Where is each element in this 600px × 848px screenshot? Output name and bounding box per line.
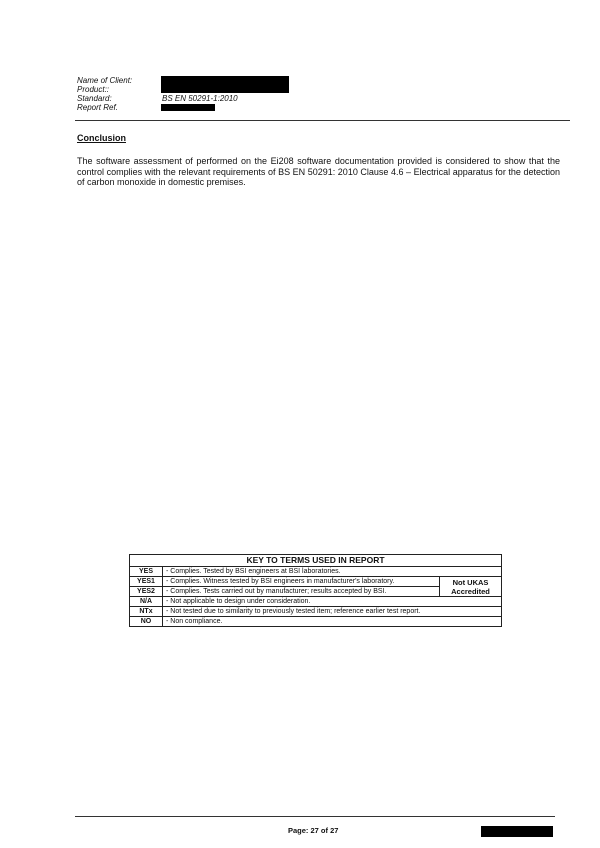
header-label-client: Name of Client:: [77, 76, 133, 85]
redacted-report-ref: [161, 104, 215, 111]
table-row: [130, 597, 502, 607]
term-code: YES: [130, 567, 163, 577]
key-table-title-row: [130, 555, 502, 567]
term-description: - Complies. Tests carried out by manufacturer; results accepted by BSI.: [163, 587, 440, 597]
redacted-client-product: [161, 76, 289, 93]
term-description: - Non compliance.: [163, 617, 502, 627]
header-label-report-ref: Report Ref.: [77, 103, 118, 112]
term-code: YES2: [130, 587, 163, 597]
table-row: [130, 617, 502, 627]
term-description: - Complies. Tested by BSI engineers at BSI laboratories.: [163, 567, 502, 577]
term-code: NTx: [130, 607, 163, 617]
header-standard-value: BS EN 50291-1:2010: [162, 94, 238, 103]
header-label-product: Product::: [77, 85, 110, 94]
term-code: YES1: [130, 577, 163, 587]
table-row: [130, 567, 502, 577]
term-description: - Complies. Witness tested by BSI engineers in manufacturer's laboratory.: [163, 577, 440, 587]
key-to-terms-table: [129, 554, 502, 627]
conclusion-paragraph: The software assessment of performed on the Ei208 software documentation provided is considered to show that the control complies with the relevant requirements of BS EN 50291: 2010 Clause 4.6 – Electrical apparatus for the detection of carbon monoxide in domestic premises.: [77, 156, 560, 187]
table-row: [130, 607, 502, 617]
conclusion-heading: Conclusion: [77, 133, 126, 143]
header-label-standard: Standard:: [77, 94, 112, 103]
term-description: - Not tested due to similarity to previously tested item; reference earlier test report.: [163, 607, 502, 617]
footer-rule: [75, 816, 555, 817]
table-row: [130, 577, 502, 587]
key-table-title: KEY TO TERMS USED IN REPORT: [130, 555, 502, 567]
page-number: Page: 27 of 27: [288, 826, 339, 835]
header-rule: [75, 120, 570, 121]
redacted-footer-ref: [481, 826, 553, 837]
term-description: - Not applicable to design under consideration.: [163, 597, 502, 607]
term-code: N/A: [130, 597, 163, 607]
term-code: NO: [130, 617, 163, 627]
accreditation-note: Not UKAS Accredited: [440, 577, 502, 597]
